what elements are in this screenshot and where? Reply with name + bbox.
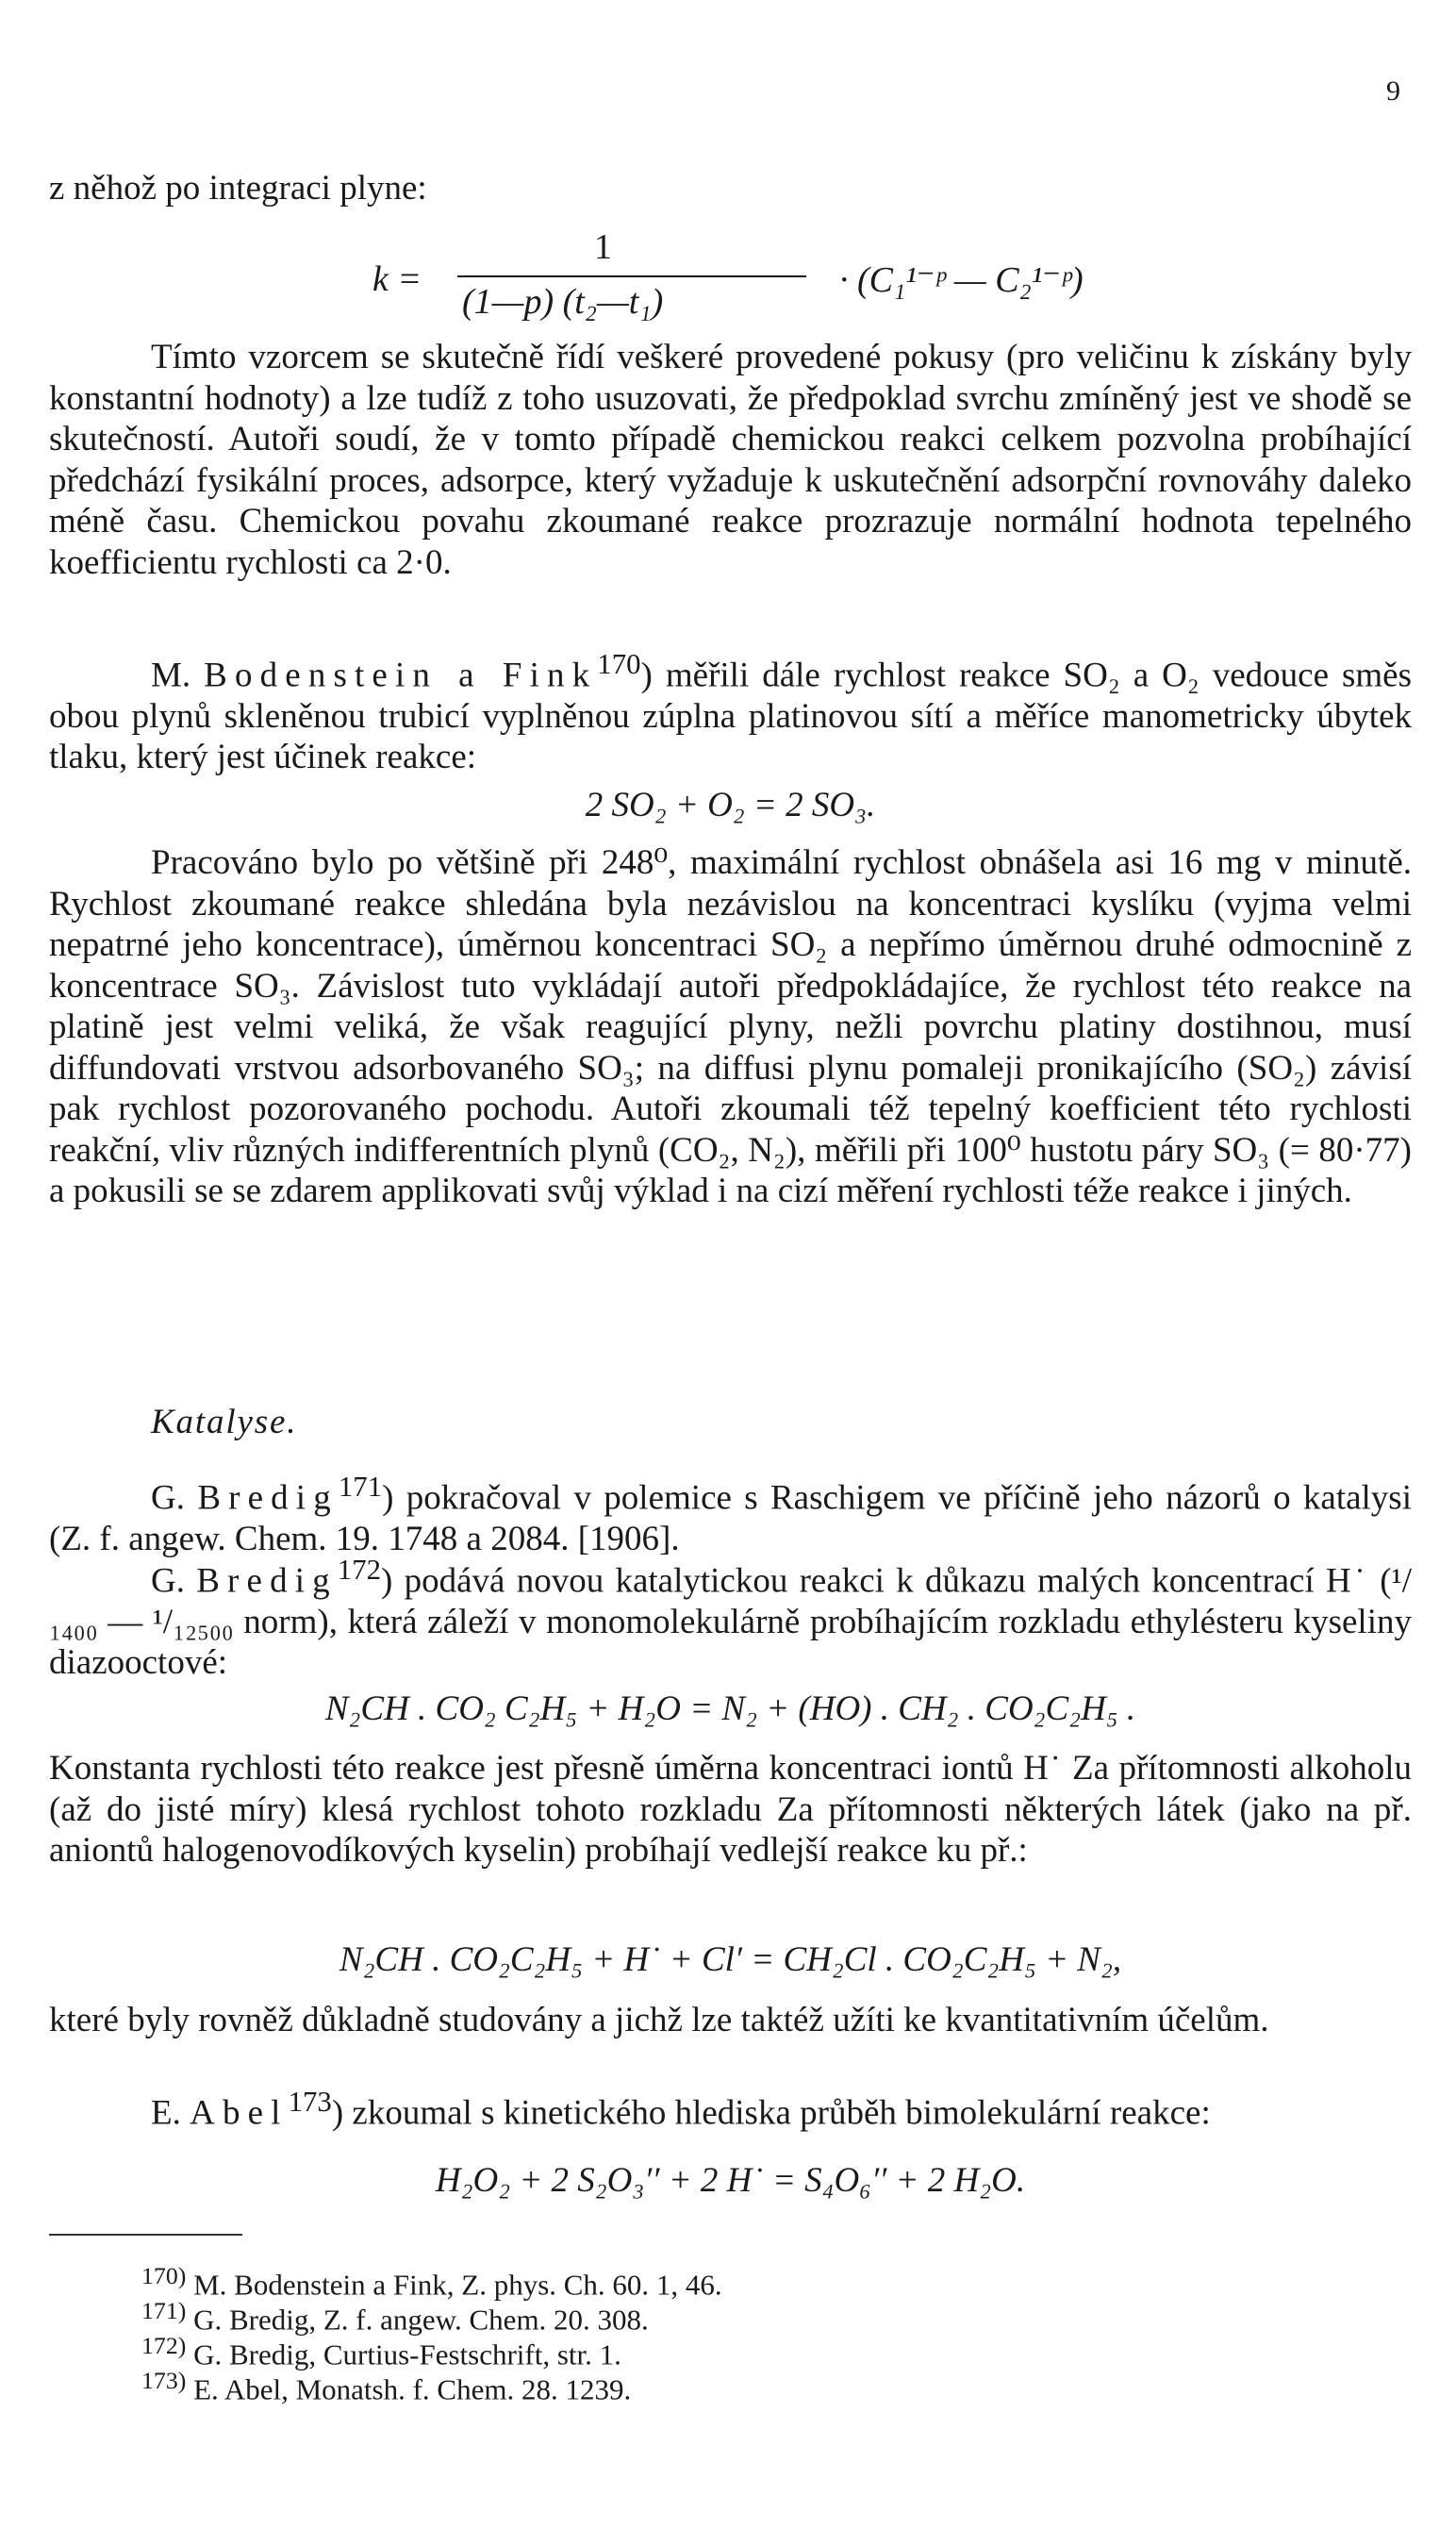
para4-prefix: G.	[151, 1478, 198, 1518]
footnote-divider	[49, 2234, 242, 2236]
footnote-text: E. Abel, Monatsh. f. Chem. 28. 1239.	[193, 2372, 632, 2406]
para5-text: ) podává novou katalytickou reakci k důkazu malých koncentrací H˙ (¹/₁₄₀₀ — ¹/₁₂₅₀₀ norm), která záleží v monomolekulárně probíhajícím rozkladu ethylésteru kyseliny diazooctové:	[49, 1561, 1412, 1683]
intro-line: z něhož po integraci plyne:	[49, 169, 427, 208]
para8-prefix: E.	[151, 2093, 190, 2133]
paragraph-2	[49, 644, 1412, 778]
paragraph-4	[49, 1467, 1412, 1559]
para5-prefix: G.	[151, 1561, 197, 1601]
footnote-ref-173: 173	[288, 2086, 332, 2118]
formula-denominator: (1—p) (t₂—t₁)	[462, 282, 664, 322]
para4-author: Bredig	[197, 1478, 339, 1518]
paragraph-8	[49, 2082, 1412, 2134]
rate-constant-formula	[372, 226, 1127, 340]
footnote-number: 171)	[141, 2297, 187, 2324]
footnote-number: 173)	[141, 2367, 187, 2394]
formula-numerator: 1	[594, 227, 612, 267]
fraction-bar	[457, 275, 806, 277]
paragraph-6: Konstanta rychlosti této reakce jest přesně úměrna koncentraci iontů H˙ Za přítomnosti alkoholu (až do jisté míry) klesá rychlost tohoto rozkladu Za přítomnosti některých látek (jako na př. aniontů halogenovodíkových kyselin) probíhají vedlejší reakce ku př.:	[49, 1749, 1412, 1870]
para8-text: ) zkoumal s kinetického hlediska průběh bimolekulární reakce:	[331, 2093, 1211, 2133]
formula-rhs: · (C₁¹⁻ᵖ — C₂¹⁻ᵖ)	[839, 260, 1084, 300]
para2-text: ) měřili dále rychlost reakce SO₂ a O₂ vedouce směs obou plynů skleněnou trubicí vyplněnou zúplna platinovou sítí a měříce manometricky úbytek tlaku, který jest účinek reakce:	[49, 656, 1413, 777]
footnote-ref-172: 172	[337, 1554, 382, 1586]
equation-side-reaction: N₂CH . CO₂C₂H₅ + H˙ + Cl′ = CH₂Cl . CO₂C₂H₅ + N₂,	[339, 1940, 1122, 1979]
footnote-number: 170)	[141, 2262, 187, 2289]
paragraph-5	[49, 1550, 1412, 1684]
equation-diazoacetate: N₂CH . CO₂ C₂H₅ + H₂O = N₂ + (HO) . CH₂ . CO₂C₂H₅ .	[324, 1689, 1136, 1728]
section-heading: Katalyse.	[151, 1403, 298, 1441]
equation-so2-oxidation: 2 SO₂ + O₂ = 2 SO₃.	[585, 786, 876, 824]
para2-authors: Bodenstein a Fink	[204, 656, 598, 695]
formula-lhs: k =	[372, 259, 422, 299]
paragraph-3: Pracováno bylo po většině při 248⁰, maximální rychlost obnášela asi 16 mg v minutě. Rychlost zkoumané reakce shledána byla nezávislou na koncentraci kyslíku (vyjma velmi nepatrné jeho koncentrace), úměrnou koncentraci SO₂ a nepřímo úměrnou druhé odmocnině z koncentrace SO₃. Závislost tuto vykládají autoři předpokládajíce, že rychlost této reakce na platině jest velmi veliká, že však reagující plyny, nežli povrchu platiny dostihnou, musí diffundovati vrstvou adsorbovaného SO₃; na diffusi plynu pomaleji pronikajícího (SO₂) závisí pak rychlost pozorovaného pochodu. Autoři zkoumali též tepelný koefficient této rychlosti reakční, vliv různých indifferentních plynů (CO₂, N₂), měřili při 100⁰ hustotu páry SO₃ (= 80·77) a pokusili se se zdarem applikovati svůj výklad i na cizí měření rychlosti téže reakce i jiných.	[49, 843, 1412, 1210]
para8-author: Abel	[190, 2093, 289, 2133]
paragraph-7: které byly rovněž důkladně studovány a jichž lze taktéž užíti ke kvantitativním účelům.	[49, 2001, 1269, 2039]
para5-author: Bredig	[196, 1561, 338, 1601]
footnote-ref-171: 171	[338, 1471, 383, 1503]
para4-text: ) pokračoval v polemice s Raschigem ve příčině jeho názorů o katalysi (Z. f. angew. Chem. 19. 1748 a 2084. [1906].	[49, 1478, 1412, 1558]
footnote-text: M. Bodenstein a Fink, Z. phys. Ch. 60. 1, 46.	[193, 2268, 722, 2302]
equation-thiosulfate: H₂O₂ + 2 S₂O₃′′ + 2 H˙ = S₄O₆′′ + 2 H₂O.	[435, 2161, 1026, 2200]
paragraph-1: Tímto vzorcem se skutečně řídí veškeré provedené pokusy (pro veličinu k získány byly konstantní hodnoty) a lze tudíž z toho usuzovati, že předpoklad svrchu zmíněný jest ve shodě se skutečností. Autoři soudí, že v tomto případě chemickou reakci celkem pozvolna probíhající předchází fysikální proces, adsorpce, který vyžaduje k uskutečnění adsorpční rovnováhy daleko méně času. Chemickou povahu zkoumané reakce prozrazuje normální hodnota tepelného koefficientu rychlosti ca 2·0.	[49, 338, 1412, 582]
footnote-text: G. Bredig, Curtius-Festschrift, str. 1.	[193, 2338, 621, 2371]
footnote-text: G. Bredig, Z. f. angew. Chem. 20. 308.	[193, 2303, 649, 2337]
para2-prefix: M.	[151, 656, 205, 695]
footnote-number: 172)	[141, 2332, 187, 2359]
footnote-ref-170: 170	[597, 648, 641, 680]
page-number: 9	[1386, 75, 1400, 107]
footnote-173	[141, 2364, 631, 2406]
